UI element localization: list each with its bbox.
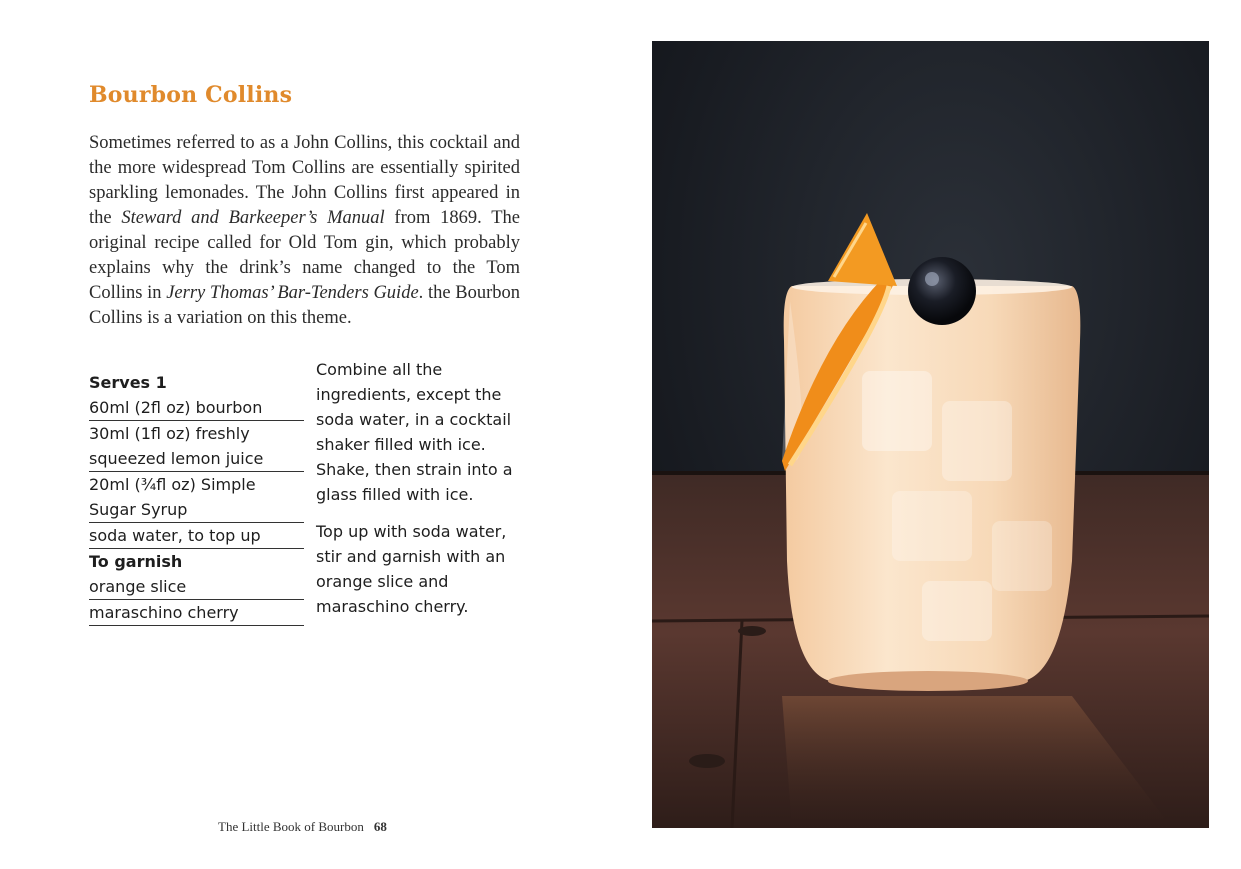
garnish-heading: To garnish [89, 552, 183, 571]
method-step: Combine all the ingredients, except the soda water, in a cocktail shaker filled with ice. Shake, then strain into a glass filled with ice. [316, 360, 513, 504]
book-title-1: Steward and Barkeeper’s Manual [121, 208, 385, 228]
intro-text-3: . the Bourbon Collins is a variation on this theme. [89, 283, 521, 328]
garnish-item: maraschino cherry [89, 600, 304, 626]
intro-text-2: from 1869. The original recipe called for Old Tom gin, which probably explains why the drink’s name changed to the Tom Collins in [89, 208, 520, 303]
ingredient-item: 30ml (1fl oz) freshly squeezed lemon juice [89, 421, 304, 472]
page-footer [218, 819, 387, 835]
footer-book-title: The Little Book of Bourbon [218, 819, 364, 834]
method-step: Top up with soda water, stir and garnish with an orange slice and maraschino cherry. [316, 522, 507, 616]
intro-text-1: Sometimes referred to as a John Collins, this cocktail and the more widespread Tom Collins are essentially spirited sparkling lemonades. The John Collins first appeared in the [89, 133, 520, 228]
garnish-item: orange slice [89, 574, 304, 600]
recipe-title: Bourbon Collins [89, 82, 293, 108]
ingredient-item: 60ml (2fl oz) bourbon [89, 395, 304, 421]
ingredient-list [89, 370, 304, 626]
ingredient-item: soda water, to top up [89, 523, 304, 549]
recipe-intro [89, 131, 520, 331]
book-title-2: Jerry Thomas’ Bar-Tenders Guide [166, 283, 419, 303]
cocktail-photo-icon [652, 41, 1209, 828]
recipe-page [0, 0, 620, 869]
method-steps [316, 357, 516, 631]
serves-label: Serves 1 [89, 373, 167, 392]
page-number: 68 [373, 819, 387, 834]
cocktail-photo [652, 41, 1209, 828]
ingredient-item: 20ml (¾fl oz) Simple Sugar Syrup [89, 472, 304, 523]
